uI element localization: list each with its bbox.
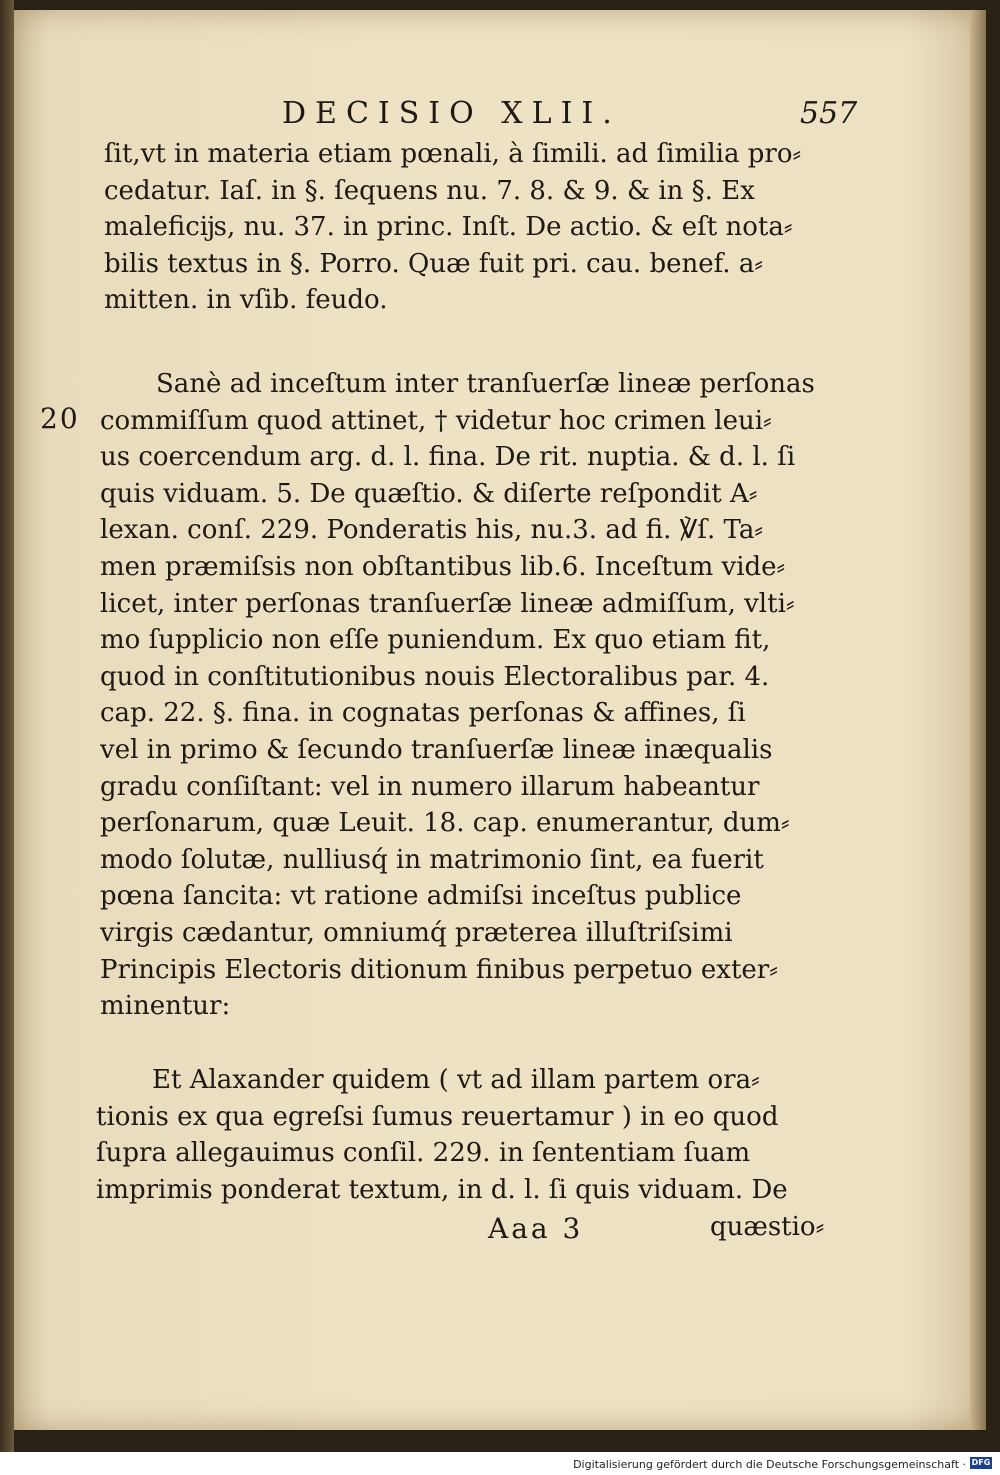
digitization-credit: Digitalisierung gefördert durch die Deutsche Forschungsgemeinschaft · <box>573 1458 966 1471</box>
text-line: Principis Electoris ditionum finibus perpetuo exter⸗ <box>100 954 778 985</box>
page-fore-edge <box>970 10 986 1430</box>
text-line: pœna ſancita: vt ratione admiſsi inceſtus publice <box>100 881 742 912</box>
binding-edge <box>0 0 14 1452</box>
paragraph-2 <box>100 366 860 1025</box>
text-line: bilis textus in §. Porro. Quæ fuit pri. cau. benef. a⸗ <box>104 248 763 279</box>
text-line: mitten. in vſib. feudo. <box>104 285 388 316</box>
text-line: cedatur. Iaſ. in §. ſequens nu. 7. 8. & 9. & in §. Ex <box>104 175 755 206</box>
text-line: maleficĳs, nu. 37. in princ. Inſt. De actio. & eſt nota⸗ <box>104 212 793 243</box>
text-line: Sanè ad inceſtum inter tranſuerſæ lineæ perſonas <box>156 369 815 399</box>
text-line: quod in conſtitutionibus nouis Electoralibus par. 4. <box>100 661 770 692</box>
paragraph-1 <box>104 136 864 319</box>
text-line: perſonarum, quæ Leuit. 18. cap. enumerantur, dum⸗ <box>100 808 790 839</box>
text-line: ſupra allegauimus conſil. 229. in ſententiam ſuam <box>96 1138 751 1169</box>
catchword: quæstio⸗ <box>710 1212 825 1242</box>
text-line: tionis ex qua egreſsi ſumus reuertamur ) in eo quod <box>96 1101 779 1132</box>
text-line: us coercendum arg. d. l. fina. De rit. nuptia. & d. l. ſi <box>100 442 796 473</box>
paragraph-3 <box>96 1062 856 1208</box>
text-line: cap. 22. §. fina. in cognatas perſonas & affines, ſi <box>100 698 746 729</box>
text-line: quis viduam. 5. De quæſtio. & diſerte reſpondit A⸗ <box>100 478 758 509</box>
text-line: mo ſupplicio non eſſe puniendum. Ex quo etiam fit, <box>100 625 771 656</box>
margin-section-number: 20 <box>40 402 80 435</box>
text-line: lexan. conſ. 229. Ponderatis his, nu.3. ad fi. ℣ſ. Ta⸗ <box>100 515 764 546</box>
text-line: modo ſolutæ, nulliusq́ in matrimonio ſint, ea fuerit <box>100 844 764 875</box>
text-line: Et Alaxander quidem ( vt ad illam partem ora⸗ <box>152 1065 760 1095</box>
text-line: licet, inter perſonas tranſuerſæ lineæ admiſſum, vlti⸗ <box>100 588 795 619</box>
text-line: gradu conſiſtant: vel in numero illarum habeantur <box>100 771 760 802</box>
text-line: vel in primo & ſecundo tranſuerſæ lineæ inæqualis <box>100 734 773 765</box>
page-number: 557 <box>800 96 858 131</box>
running-head: DECISIO XLII. <box>282 96 621 131</box>
text-line: minentur: <box>100 991 231 1022</box>
text-line: men præmiſsis non obſtantibus lib.6. Inceſtum vide⸗ <box>100 551 786 582</box>
text-line: ſit,vt in materia etiam pœnali, à ſimili. ad ſimilia pro⸗ <box>104 139 802 169</box>
dfg-logo: DFG <box>971 1458 991 1467</box>
text-line: virgis cædantur, omniumq́ præterea illuſtriſsimi <box>100 917 733 948</box>
text-line: imprimis ponderat textum, in d. l. ſi quis viduam. De <box>96 1174 788 1205</box>
signature-mark: Aaa 3 <box>488 1212 584 1245</box>
text-line: commiſſum quod attinet, † videtur hoc crimen leui⸗ <box>100 405 772 436</box>
